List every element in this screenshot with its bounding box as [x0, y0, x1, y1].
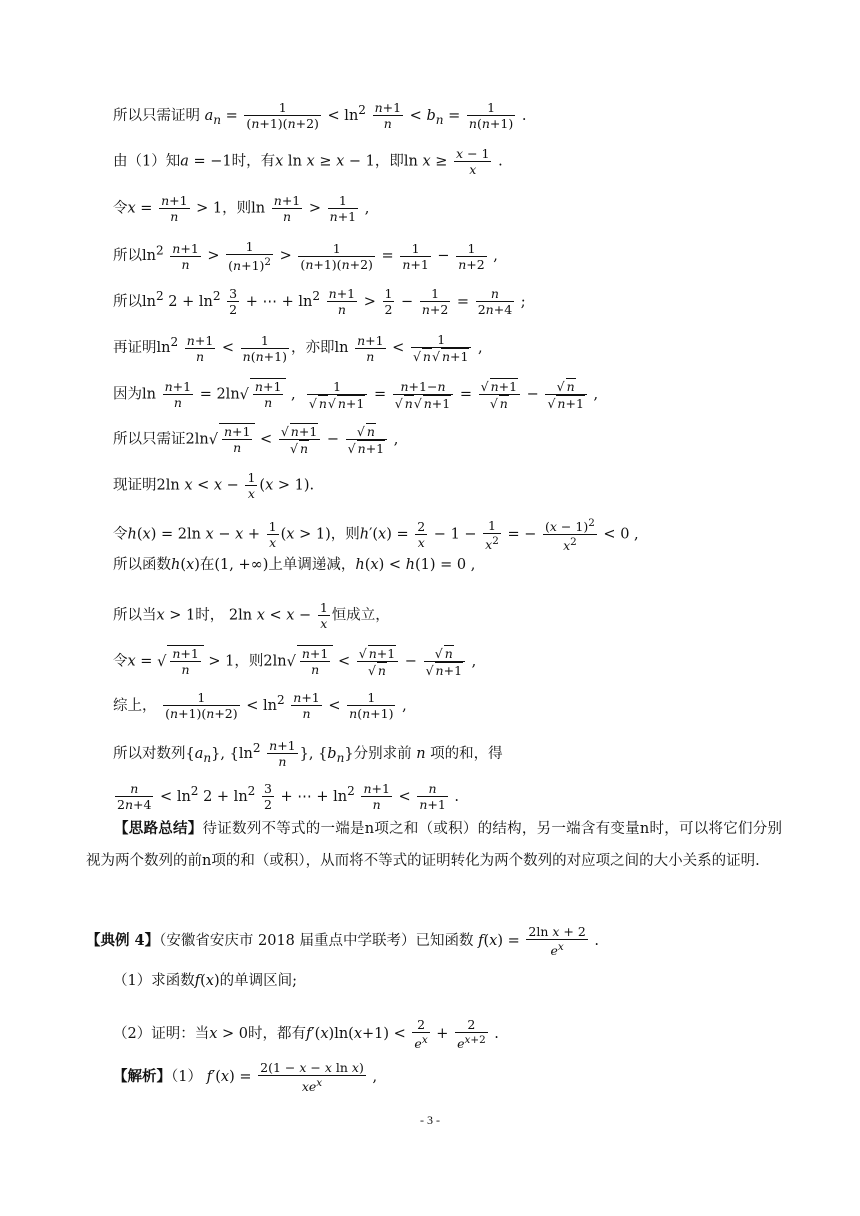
- proof-line-4: 所以$\ln^2$ $\frac{n+1}{n}$ > $\frac{1}{(n+1)^2}$ > $\frac{1}{(n+1)(n+2)}$ = $\frac{1}{n+1}$ − $\frac{1}{n+2}$ ,: [113, 239, 498, 274]
- proof-line-16: $\frac{n}{2n+4}$ < $\ln^2 2 + \ln^2$ $\frac{3}{2}$ + ⋯ + $\ln^2$ $\frac{n+1}{n}$ < $\frac{n}{n+1}$ .: [117, 781, 460, 813]
- proof-line-2: 由（1）知a = −1时，有x ln x ≥ x − 1，即ln x ≥ $\frac{x - 1}{x}$ .: [113, 146, 503, 177]
- proof-line-9: 现证明2ln x < x − $\frac{1}{x}$ (x > 1).: [113, 470, 315, 501]
- summary-label: 【思路总结】: [114, 820, 203, 837]
- solution-line: 【解析】（1） f′(x) = $\frac{\text{2(1 − x − x ln x)}}{xe^x}$ ,: [113, 1060, 378, 1095]
- summary-text: 待证数列不等式的一端是n项之和（或积）的结构，另一端含有变量n时，可以将它们分别视为两个数列的前n项的和（或积），从而将不等式的证明转化为两个数列的对应项之间的大小关系的证明.: [86, 821, 782, 869]
- proof-line-7: 因为ln $\frac{n+1}{n}$ = 2ln√ $\frac{n+1}{n}$ , 1 √ n√ n+1 = n+1−n √ n√ n+1 = √ n+1 √ n − √ n √ n+1 ,: [113, 378, 782, 411]
- solution-label: 【解析】: [113, 1068, 171, 1086]
- proof-line-14: 综上， $\frac{1}{(n+1)(n+2)}$ < $\ln^2$ $\frac{n+1}{n}$ < $\frac{1}{n(n+1)}$ ,: [113, 690, 407, 722]
- example-heading: 【典例 4】（安徽省安庆市 2018 届重点中学联考）已知函数 f(x) = $\frac{\text{2ln x + 2}}{e^x}$ .: [86, 924, 600, 959]
- proof-line-3: 令x = $\frac{n+1}{n}$ > 1，则ln $\frac{n+1}{n}$ > $\frac{1}{n+1}$ ,: [113, 193, 370, 224]
- proof-line-11: 所以函数h(x)在(1, +∞)上单调递减，h(x) < h(1) = 0 ,: [113, 557, 476, 573]
- proof-line-1: 所以只需证明 $a_n$ = $\frac{1}{(n+1)(n+2)}$ < $\ln^2$ $\frac{n+1}{n}$ < $b_n$ = $\frac{1}{n(n+1)}$ .: [113, 100, 527, 132]
- proof-line-5: 所以$\ln^2 2 + \ln^2$ $\frac{3}{2}$ + ⋯ + $\ln^2$ $\frac{n+1}{n}$ > $\frac{1}{2}$ − $\frac{1}{n+2}$ = $\frac{n}{2n+4}$ ;: [113, 286, 526, 318]
- proof-line-12: 所以当x > 1时， 2ln x < x − $\frac{1}{x}$ 恒成立，: [113, 600, 390, 631]
- proof-line-8: 所以只需证2ln√ $\frac{n+1}{n}$ < √ n+1 √ n − √ n √ n+1 ,: [113, 423, 782, 456]
- example-label: 【典例 4】: [86, 932, 160, 950]
- proof-line-13: 令x = √ $\frac{n+1}{n}$ > 1，则2ln√ $\frac{n+1}{n}$ < √ n+1 √ n − √ n √ n+1 ,: [113, 645, 782, 678]
- proof-line-15: 所以对数列$\{a_n\}$, {$\ln^2$ $\frac{n+1}{n}$ }, $\{b_n\}$分别求前 n 项的和，得: [113, 738, 503, 770]
- page-number: - 3 -: [420, 1113, 440, 1127]
- proof-line-6: 再证明$\ln^2$ $\frac{n+1}{n}$ < $\frac{1}{n(n+1)}$ ，亦即ln $\frac{n+1}{n}$ < 1 √ n√ n+1 ,: [113, 332, 782, 364]
- example-question-1: （1）求函数f(x)的单调区间;: [113, 973, 298, 989]
- proof-line-10: 令h(x) = 2ln x − x + $\frac{1}{x}$ (x > 1)，则h′(x) = $\frac{2}{x}$ − 1 − $\frac{1}{x^2}$ = − $\frac{(x - 1)^2}{x^2}$ < 0 ,: [113, 517, 639, 554]
- example-question-2: （2）证明：当x > 0时，都有f′(x)ln(x+1) < $\frac{2}{e^x}$ + $\frac{2}{e^{x+2}}$ .: [113, 1017, 499, 1052]
- summary-paragraph: [86, 813, 782, 877]
